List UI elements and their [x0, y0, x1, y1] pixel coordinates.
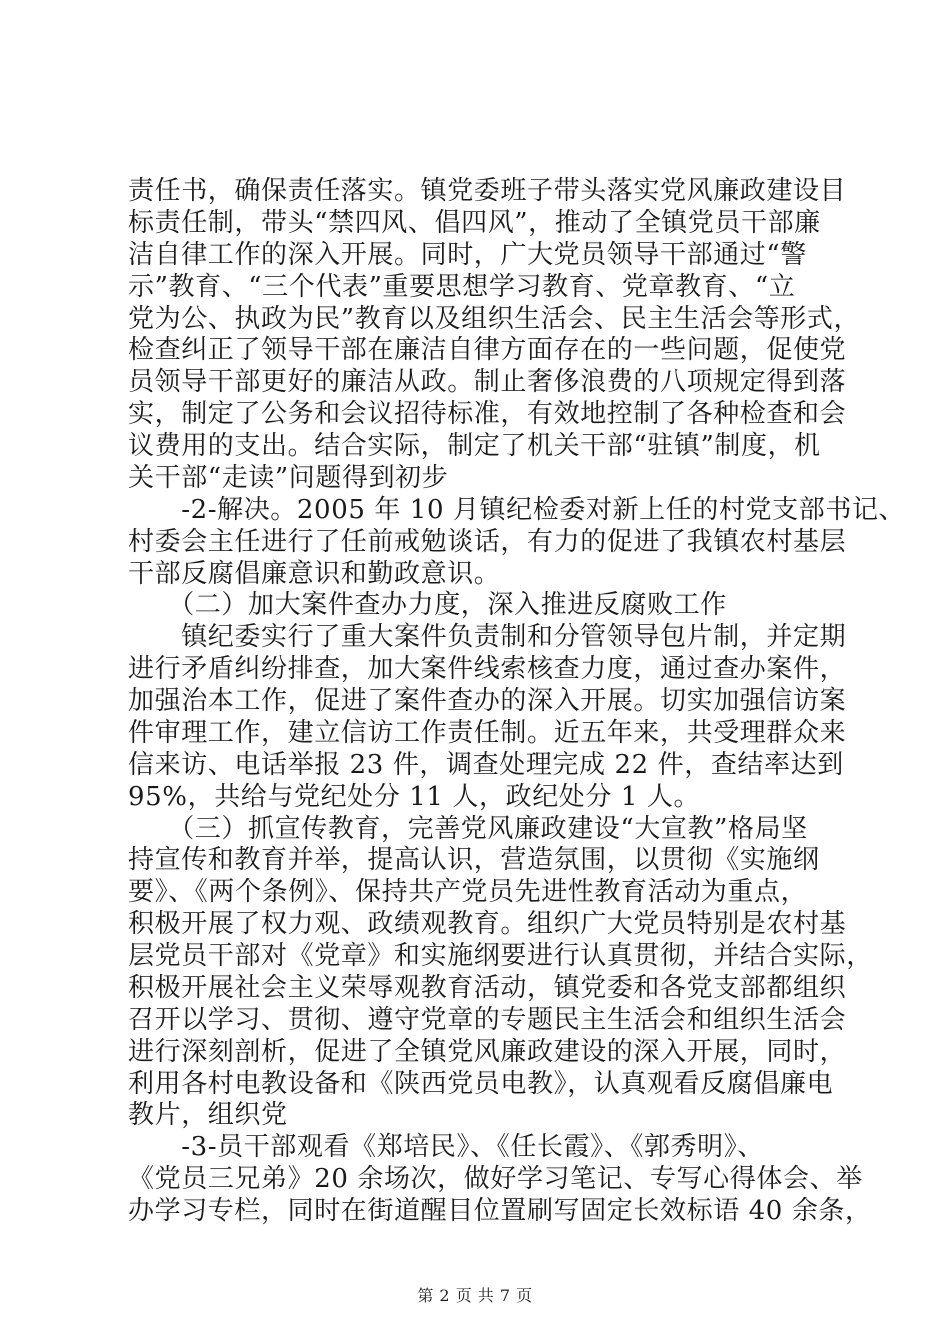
text-line: 加强治本工作，促进了案件查办的深入开展。切实加强信访案 [128, 686, 847, 716]
text-line: 信来访、电话举报 23 件，调查处理完成 22 件，查结率达到 [128, 750, 844, 780]
text-line: 检查纠正了领导干部在廉洁自律方面存在的一些问题，促使党 [128, 335, 847, 365]
text-line: 关干部“走读”问题得到初步 [128, 463, 449, 493]
page-number-footer: 第 2 页 共 7 页 [417, 1286, 533, 1305]
text-line: -2-解决。2005 年 10 月镇纪检委对新上任的村党支部书记、 [128, 495, 906, 525]
text-line: 员领导干部更好的廉洁从政。制止奢侈浪费的八项规定得到落 [128, 367, 847, 397]
text-line: 教片，组织党 [128, 1100, 288, 1130]
section-heading: （二）加大案件查办力度，深入推进反腐败工作 [128, 590, 727, 620]
text-line: 标责任制，带头“禁四风、倡四风”，推动了全镇党员干部廉 [128, 208, 821, 238]
text-line: 层党员干部对《党章》和实施纲要进行认真贯彻，并结合实际， [128, 941, 873, 971]
text-line: -3-员干部观看《郑培民》、《任长霞》、《郭秀明》、 [128, 1132, 764, 1162]
text-line: 实，制定了公务和会议招待标准，有效地控制了各种检查和会 [128, 399, 847, 429]
text-line: 积极开展了权力观、政绩观教育。组织广大党员特别是农村基 [128, 909, 847, 939]
text-line: 洁自律工作的深入开展。同时，广大党员领导干部通过“警 [128, 240, 807, 270]
text-line: 村委会主任进行了任前戒勉谈话，有力的促进了我镇农村基层 [128, 527, 847, 557]
text-line: 进行深刻剖析，促进了全镇党风廉政建设的深入开展，同时， [128, 1037, 847, 1067]
text-line: 利用各村电教设备和《陕西党员电教》，认真观看反腐倡廉电 [128, 1069, 834, 1099]
text-line: 镇纪委实行了重大案件负责制和分管领导包片制，并定期 [128, 622, 847, 652]
text-line: 《党员三兄弟》20 余场次，做好学习笔记、专写心得体会、举 [128, 1164, 863, 1194]
text-line: 要》、《两个条例》、保持共产党员先进性教育活动为重点， [128, 877, 808, 907]
text-line: 持宣传和教育并举，提高认识，营造氛围，以贯彻《实施纲 [128, 845, 820, 875]
text-line: 进行矛盾纠纷排查，加大案件线索核查力度，通过查办案件， [128, 654, 847, 684]
section-heading: （三）抓宣传教育，完善党风廉政建设“大宣教”格局坚 [128, 814, 808, 844]
text-line: 议费用的支出。结合实际，制定了机关干部“驻镇”制度，机 [128, 431, 821, 461]
text-line: 示”教育、“三个代表”重要思想学习教育、党章教育、“立 [128, 272, 796, 302]
text-line: 干部反腐倡廉意识和勤政意识。 [128, 559, 501, 589]
text-line: 95%，共给与党纪处分 11 人，政纪处分 1 人。 [128, 782, 701, 812]
text-line: 责任书，确保责任落实。镇党委班子带头落实党风廉政建设目 [128, 176, 847, 206]
text-line: 党为公、执政为民”教育以及组织生活会、民主生活会等形式， [128, 304, 861, 334]
text-line: 件审理工作，建立信访工作责任制。近五年来，共受理群众来 [128, 718, 847, 748]
text-line: 积极开展社会主义荣辱观教育活动，镇党委和各党支部都组织 [128, 973, 847, 1003]
text-line: 召开以学习、贯彻、遵守党章的专题民主生活会和组织生活会 [128, 1005, 847, 1035]
text-line: 办学习专栏，同时在街道醒目位置刷写固定长效标语 40 余条， [128, 1196, 872, 1226]
